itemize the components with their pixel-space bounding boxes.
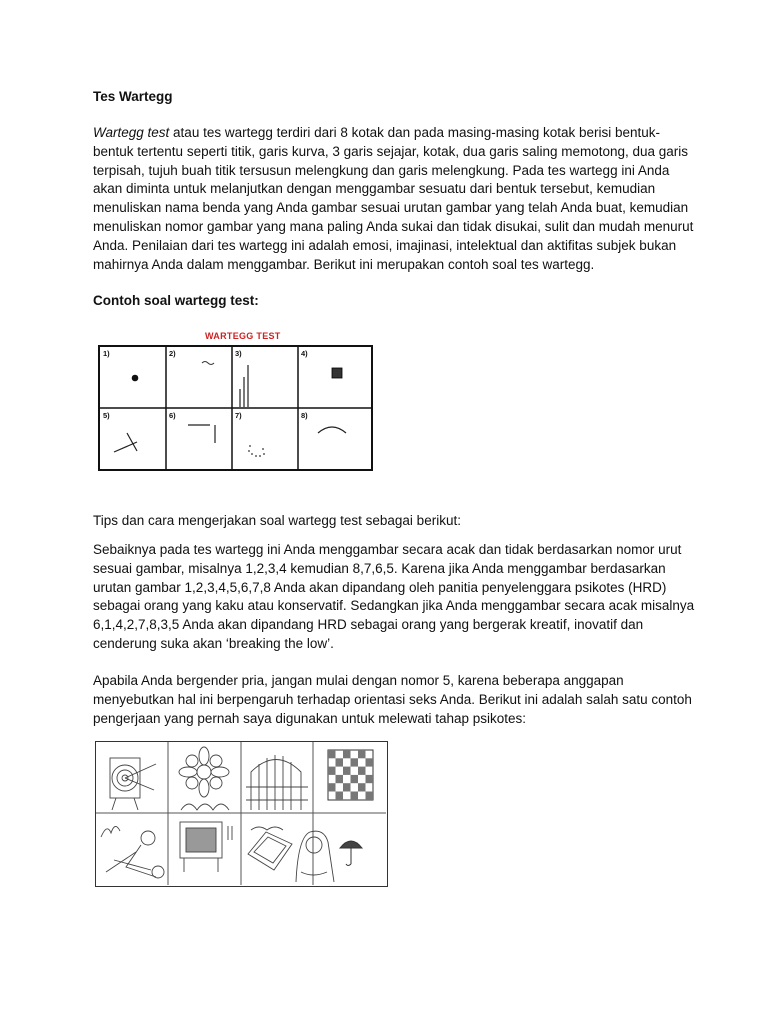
intro-line: menuliskan nama benda yang Anda gambar sesuai urutan gambar yang telah Anda buat, kemudian (93, 200, 689, 216)
tips-line: urutan gambar 1,2,3,4,5,6,7,8 Anda akan dipandang oleh panitia penyelenggara psikotes (HRD) (93, 579, 667, 595)
wartegg-test-grid (98, 345, 373, 471)
cell-number: 1) (103, 349, 110, 358)
tips-paragraph (93, 541, 695, 654)
tips-line: 6,1,4,2,7,8,3,5 Anda akan dipandang HRD sebagai orang yang bergerak kreatif, inovatif dan (93, 617, 644, 633)
stimulus-three-lines (240, 365, 248, 407)
gender-line: Apabila Anda bergender pria, jangan mulai dengan nomor 5, karena beberapa anggapan (93, 673, 624, 688)
gender-line: pengerjaan yang pernah saya digunakan untuk melewati tahap psikotes: (93, 710, 527, 726)
document-title: Tes Wartegg (93, 89, 173, 104)
tips-line: cenderung suka akan ‘breaking the low’. (93, 635, 334, 651)
cell-number: 5) (103, 411, 110, 420)
sketch-portrait (296, 831, 334, 882)
cell-number: 7) (235, 411, 242, 420)
stimulus-square (332, 368, 342, 378)
stimulus-separate-lines (188, 425, 215, 443)
intro-line: akan diminta untuk melanjutkan dengan menggambar sesuatu dari bentuk tersebut, kemudian (93, 181, 656, 197)
intro-line: Anda. Penilaian dari tes wartegg ini adalah emosi, imajinasi, intelektual dan aktifitas subjek bukan (93, 237, 677, 253)
gender-paragraph (93, 672, 692, 728)
intro-paragraph (93, 124, 694, 274)
sketch-person-fire (101, 826, 164, 878)
sketch-picture-frame (248, 827, 292, 870)
wartegg-figure-title: WARTEGG TEST (205, 331, 281, 341)
cell-number: 2) (169, 349, 176, 358)
intro-line: mahirnya Anda dalam menggambar. Berikut ini merupakan contoh soal tes wartegg. (93, 256, 595, 272)
sketch-checkerboard (328, 750, 373, 800)
sketch-gate (246, 755, 308, 810)
intro-line: menuliskan nomor gambar yang mana paling Anda sukai dan tidak disukai, sulit dan mudah menurut (93, 218, 694, 234)
cell-number: 3) (235, 349, 242, 358)
stimulus-dotted-curve (248, 445, 265, 457)
intro-lead-italic: Wartegg test (93, 125, 170, 140)
sketch-umbrella (340, 841, 362, 866)
tips-line: sesuai gambar, misalnya 1,2,3,4 kemudian 8,7,6,5. Karena jika Anda menggambar berdasarkan (93, 560, 666, 576)
cell-number: 8) (301, 411, 308, 420)
cell-number: 4) (301, 349, 308, 358)
intro-line-1 (93, 124, 683, 143)
sketch-target (110, 758, 156, 810)
stimulus-crossing-lines (114, 433, 137, 452)
example-drawings-sketch (96, 742, 386, 885)
sketch-flower (179, 747, 229, 810)
gender-line: menyebutkan hal ini berpengaruh terhadap orientasi seks Anda. Berikut ini adalah salah satu contoh (93, 691, 692, 707)
example-heading: Contoh soal wartegg test: (93, 293, 259, 308)
intro-line: terpisah, tujuh buah titik tersusun melengkung dan garis melengkung. Pada tes wartegg ini Anda (93, 162, 670, 178)
stimulus-wave (202, 362, 214, 365)
intro-line: bentuk tertentu seperti titik, garis kurva, 3 garis sejajar, kotak, dua garis saling memotong, dua garis (93, 143, 689, 159)
wartegg-stimuli (100, 347, 371, 469)
intro-line-1-rest: atau tes wartegg terdiri dari 8 kotak dan pada masing-masing kotak berisi bentuk- (169, 125, 661, 140)
sketch-television (180, 822, 232, 872)
tips-heading: Tips dan cara mengerjakan soal wartegg test sebagai berikut: (93, 513, 461, 528)
tips-line: sebagai orang yang kaku atau konservatif. Sedangkan jika Anda menggambar secara acak misalnya (93, 598, 695, 614)
tips-line: Sebaiknya pada tes wartegg ini Anda menggambar secara acak dan tidak berdasarkan nomor urut (93, 542, 682, 557)
example-drawings-grid (95, 741, 388, 887)
cell-number: 6) (169, 411, 176, 420)
stimulus-curved-line (318, 427, 346, 433)
stimulus-dot (132, 375, 139, 382)
